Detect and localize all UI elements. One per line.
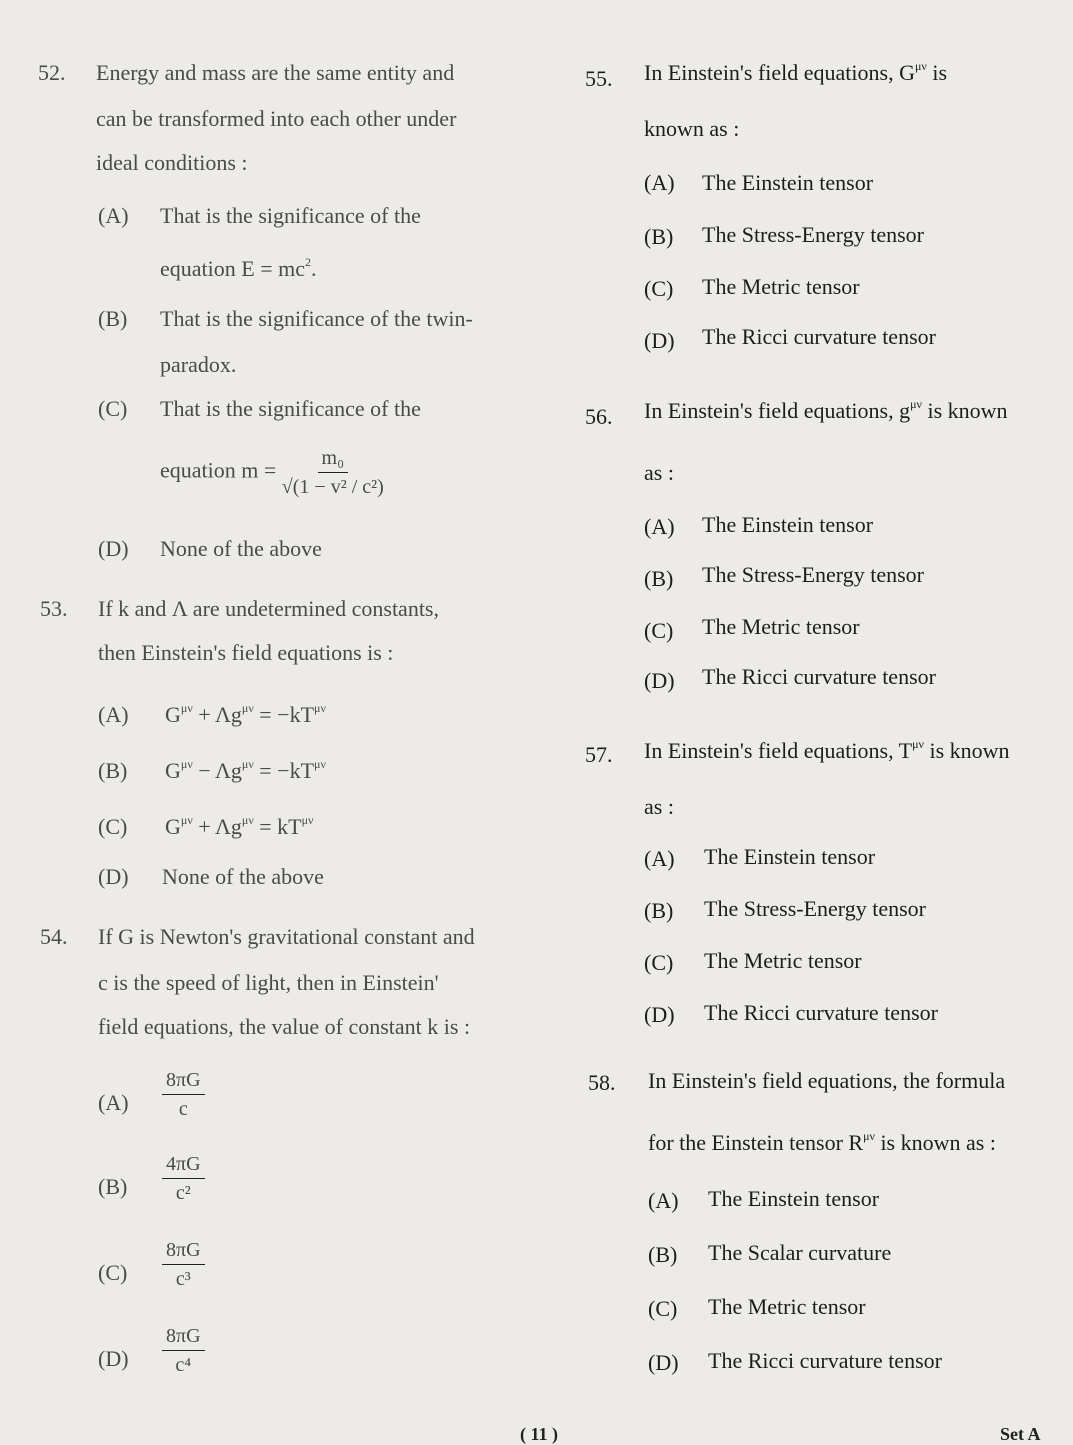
question-number: 52. bbox=[38, 60, 66, 85]
option-label: (A) bbox=[98, 702, 129, 727]
option-text: The Einstein tensor bbox=[702, 512, 874, 537]
question-stem-line: In Einstein's field equations, the formula bbox=[648, 1068, 1006, 1093]
option-text: equation $E = mc^2$. bbox=[160, 255, 317, 281]
option-label: (A) bbox=[644, 514, 675, 539]
option-label: (D) bbox=[648, 1350, 679, 1375]
option-text: That is the significance of the bbox=[160, 203, 421, 228]
question-stem-line: can be transformed into each other under bbox=[96, 106, 457, 131]
option-equation: $G^{\mu\nu} - \Lambda g^{\mu\nu} = -kT^{\mu\nu}$ bbox=[165, 757, 326, 783]
option-label: (B) bbox=[98, 306, 128, 331]
option-text: The Einstein tensor bbox=[702, 170, 874, 195]
question-stem-line: as : bbox=[644, 794, 674, 819]
option-text: That is the significance of the twin- bbox=[160, 306, 473, 331]
option-label: (A) bbox=[648, 1188, 679, 1213]
option-text: The Stress-Energy tensor bbox=[702, 562, 924, 587]
option-text: The Stress-Energy tensor bbox=[702, 222, 924, 247]
option-label: (C) bbox=[644, 618, 674, 643]
question-number: 56. bbox=[585, 404, 613, 429]
question-stem-line: c is the speed of light, then in Einstein' bbox=[98, 970, 439, 995]
option-label: (D) bbox=[98, 1346, 129, 1371]
option-label: (D) bbox=[644, 328, 675, 353]
option-equation: $G^{\mu\nu} + \Lambda g^{\mu\nu} = kT^{\mu\nu}$ bbox=[165, 813, 314, 839]
option-label: (D) bbox=[644, 1002, 675, 1027]
option-fraction: $\frac{4\pi G}{\text{c²}}$ bbox=[162, 1154, 205, 1203]
option-label: (C) bbox=[98, 1260, 128, 1285]
option-text: The Ricci curvature tensor bbox=[702, 664, 936, 689]
set-label: Set A bbox=[1000, 1424, 1041, 1444]
question-stem-line: ideal conditions : bbox=[96, 150, 248, 175]
question-stem-line: for the Einstein tensor $R^{\mu\nu}$ is known as : bbox=[648, 1129, 996, 1155]
page-number: ( 11 ) bbox=[520, 1424, 558, 1444]
question-stem-line: known as : bbox=[644, 116, 740, 141]
option-text: paradox. bbox=[160, 352, 237, 377]
question-stem-line: field equations, the value of constant k is : bbox=[98, 1014, 471, 1039]
question-stem-line: as : bbox=[644, 460, 674, 485]
option-label: (C) bbox=[648, 1296, 678, 1321]
option-text: The Metric tensor bbox=[704, 948, 862, 973]
option-text: The Scalar curvature bbox=[708, 1240, 892, 1265]
question-stem-line: If k and Λ are undetermined constants, bbox=[98, 596, 439, 621]
option-label: (D) bbox=[644, 668, 675, 693]
question-stem-line: In Einstein's field equations, $G^{\mu\nu}$ is bbox=[644, 59, 948, 85]
option-label: (B) bbox=[644, 566, 674, 591]
option-label: (A) bbox=[644, 846, 675, 871]
option-fraction: $\frac{8\pi G}{c}$ bbox=[162, 1070, 205, 1119]
option-label: (C) bbox=[98, 814, 128, 839]
option-text: The Einstein tensor bbox=[704, 844, 876, 869]
option-label: (A) bbox=[98, 203, 129, 228]
question-number: 58. bbox=[588, 1070, 616, 1095]
option-text: The Ricci curvature tensor bbox=[702, 324, 936, 349]
question-stem-line: then Einstein's field equations is : bbox=[98, 640, 394, 665]
option-text: The Metric tensor bbox=[708, 1294, 866, 1319]
question-number: 55. bbox=[585, 66, 613, 91]
option-text: The Stress-Energy tensor bbox=[704, 896, 926, 921]
question-number: 57. bbox=[585, 742, 613, 767]
option-label: (C) bbox=[98, 396, 128, 421]
equation-relativistic-mass: equation m = $\frac{\text{m₀}}{\text{√(1 − v² / c²)}}$ bbox=[160, 447, 384, 498]
question-stem-line: In Einstein's field equations, $g^{\mu\nu}$ is known bbox=[644, 397, 1008, 423]
option-label: (C) bbox=[644, 276, 674, 301]
option-text: The Metric tensor bbox=[702, 274, 860, 299]
option-text: None of the above bbox=[162, 864, 324, 889]
option-label: (B) bbox=[98, 1174, 128, 1199]
option-label: (B) bbox=[644, 224, 674, 249]
option-text: The Metric tensor bbox=[702, 614, 860, 639]
option-label: (B) bbox=[644, 898, 674, 923]
question-stem-line: Energy and mass are the same entity and bbox=[96, 60, 455, 85]
option-text: The Ricci curvature tensor bbox=[704, 1000, 938, 1025]
option-text: The Einstein tensor bbox=[708, 1186, 880, 1211]
option-label: (D) bbox=[98, 536, 129, 561]
question-stem-line: If G is Newton's gravitational constant and bbox=[98, 924, 475, 949]
question-number: 54. bbox=[40, 924, 68, 949]
option-text: The Ricci curvature tensor bbox=[708, 1348, 942, 1373]
option-label: (B) bbox=[648, 1242, 678, 1267]
option-text: That is the significance of the bbox=[160, 396, 421, 421]
option-equation: $G^{\mu\nu} + \Lambda g^{\mu\nu} = -kT^{\mu\nu}$ bbox=[165, 701, 326, 727]
option-text: None of the above bbox=[160, 536, 322, 561]
option-fraction: $\frac{8\pi G}{\text{c⁴}}$ bbox=[162, 1326, 205, 1375]
option-label: (A) bbox=[644, 170, 675, 195]
option-label: (C) bbox=[644, 950, 674, 975]
option-label: (A) bbox=[98, 1090, 129, 1115]
option-label: (B) bbox=[98, 758, 128, 783]
option-label: (D) bbox=[98, 864, 129, 889]
question-number: 53. bbox=[40, 596, 68, 621]
option-fraction: $\frac{8\pi G}{\text{c³}}$ bbox=[162, 1240, 205, 1289]
question-stem-line: In Einstein's field equations, $T^{\mu\nu}$ is known bbox=[644, 737, 1010, 763]
